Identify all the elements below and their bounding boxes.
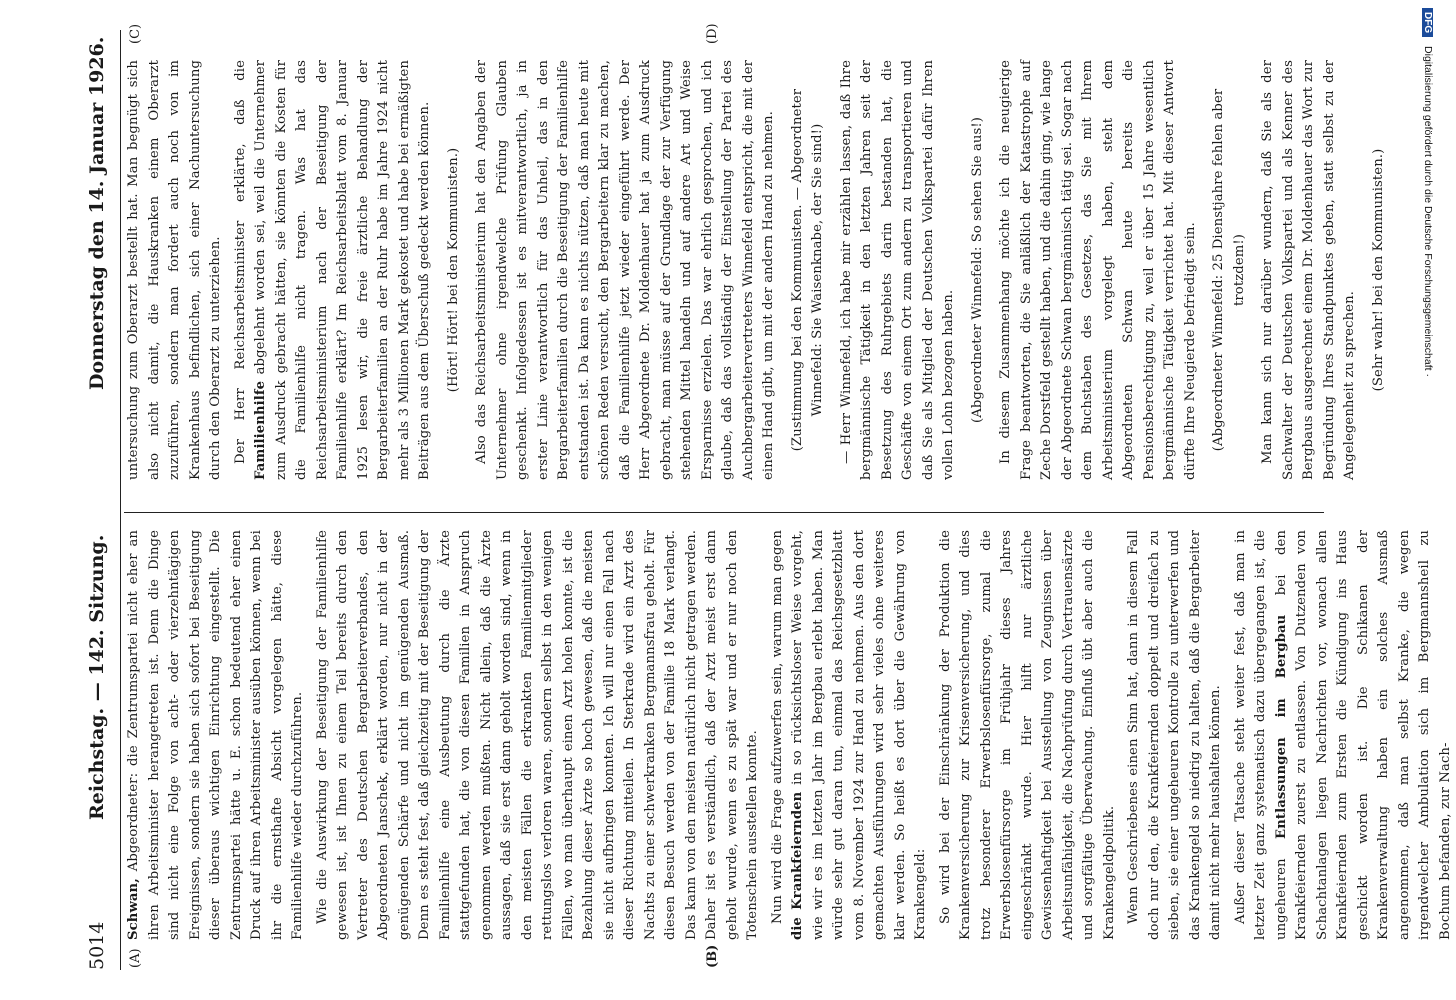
paragraph [231, 60, 436, 480]
bold-term: Entlassungen im Bergbau [1273, 614, 1289, 839]
interjection: (Abgeordneter Winnefeld: So sehen Sie aus!) [969, 116, 985, 424]
paragraph [124, 530, 309, 940]
paragraph: Wenn Geschriebenes einen Sinn hat, dann in diesem Fall doch nur den, die Krankfeiernden doppelt und dreifach zu sieben, sie einer ungeheuren Kontrolle zu unterwerfen und das Krankengeld so niedrig zu halten, daß die Bergarbeiter damit nicht mehr haushalten können. [1126, 530, 1223, 940]
interjection: (Abgeordneter Winnefeld: 25 Dienstjahre fehlen aber trotzdem!) [1211, 88, 1247, 452]
paragraph: Wie die Auswirkung der Beseitigung der Familienhilfe gewesen ist, ist Ihnen zu einem Teil bereits durch den Vertreter des Deutschen Bergarbeiterverbandes, den Abgeordneten Janschek, erklärt worden, nur nicht in der genügenden Schärfe und nicht im genügenden Ausmaß. Denn es steht fest, daß gleichzeitig mit der Beseitigung der Familienhilfe eine Ausbeutung durch die Ärzte stattgefunden hat, die von diesen Familien in Anspruch genommen werden mußten. Nicht allein, daß die Ärzte aussagen, daß sie erst dann geholt worden sind, wenn in den meisten Fällen die erkrankten Familienmitglieder rettungslos verloren waren, sondern selbst in den wenigen Fällen, wo man überhaupt einen Arzt holen konnte, ist die Bezahlung dieser Ärzte so hoch gewesen, daß die meisten sie nicht aufbringen konnten. Ich will nur einen Fall nach dieser Richtung mitteilen. In Sterkrade wird ein Arzt des Nachts zu einer schwerkranken Bergmannsfrau geholt. Für diesen Besuch werden von der Familie 18 Mark verlangt. Das kann von den meisten natürlich nicht getragen werden. Daher ist es verständlich, daß der Arzt meist erst dann geholt wurde, wenn es zu spät war und er nur noch den Totenschein ausstellen konnte. [314, 530, 760, 940]
speaker-name: Schwan, [126, 878, 141, 940]
dfg-logo-icon: DFG [1422, 8, 1433, 37]
paragraph: Also das Reichsarbeitsministerium hat den Angaben der Unternehmer ohne irgendwelche Prüfung Glauben geschenkt. Infolgedessen ist es mitverantwortlich, ja in erster Linie verantwortlich für das Unheil, das in den Bergarbeiterfamilien durch die Beseitigung der Familienhilfe entstanden ist. Da kann es nichts nützen, daß man heute mit schönen Reden versucht, den Bergarbeitern klar zu machen, daß die Familienhilfe jetzt wieder eingeführt werde. Der Herr Abgeordnete Dr. Moldenhauer hat ja zum Ausdruck gebracht, man müsse auf der Grundlage der zur Verfügung stehenden Mittel handeln und auf andere Art und Weise Ersparnisse erzielen. Das war ehrlich gesprochen, und ich glaube, daß das vollständig der Einstellung der Partei des Auchbergarbeitervertreters Winnefeld entspricht, die mit der einen Hand gibt, um mit der andern Hand zu nehmen. [474, 60, 776, 480]
speaker-role: Abgeordneter: [126, 772, 141, 872]
bold-term: Familienhilfe [253, 380, 268, 480]
quoted-paragraph: So wird bei der Einschränkung der Produktion die Krankenversicherung zur Krisenversicherung, und dies trotz besonderer Erwerbslosenfürsorge, zumal die Erwerbslosenfürsorge im Frühjahr dieses Jahres eingeschränkt wurde. Hier hilft nur ärztliche Gewissenhaftigkeit bei Ausstellung von Zeugnissen über Arbeitsunfähigkeit, die Nachprüfung durch Vertrauensärzte und sorgfältige Überwachung. Einfluß übt aber auch die Krankengeldpolitik. [937, 530, 1117, 940]
paragraph: Man kann sich nur darüber wundern, daß Sie als der Sachwalter der Deutschen Volkspartei und als Kenner des Bergbaus ausgerechnet einem Dr. Moldenhauer das Wort zur Begründung Ihres Standpunktes geben, statt selbst zu der Angelegenheit zu sprechen. [1260, 60, 1357, 480]
margin-marker-c: (C) [128, 23, 143, 44]
interjection: (Sehr wahr! bei den Kommunisten.) [1370, 148, 1386, 392]
text-run: Der Herr Reichsarbeitsminister erklärte, daß die [232, 60, 248, 464]
header-session: Reichstag. — 142. Sitzung. [86, 534, 108, 820]
paragraph: In diesem Zusammenhang möchte ich die neugierige Frage beantworten, die Sie anläßlich der Katastrophe auf Zeche Dorstfeld gestellt haben, und die dahin ging, wie lange der Abgeordnete Schwan bergmännisch tätig sei. Sogar nach dem Buchstaben des Gesetzes, das Sie mit Ihrem Arbeitsministerium vorgelegt haben, steht dem Abgeordneten Schwan heute bereits die Pensionsberechtigung zu, weil er über 15 Jahre wesentlich bergmännische Tätigkeit verrichtet hat. Mit dieser Antwort dürfte Ihre Neugierde befriedigt sein. [998, 60, 1198, 480]
paragraph: — Herr Winnefeld, ich habe mir erzählen lassen, daß Ihre bergmännische Tätigkeit in den letzten Jahren seit der Besetzung des Ruhrgebiets darin bestanden hat, die Geschäfte von einem Ort zum andern zu transportieren und daß Sie als Mitglied der Deutschen Volkspartei dafür Ihren vollen Lohn bezogen haben. [838, 60, 956, 480]
paragraph [768, 530, 932, 940]
dfg-attribution-text: Digitalisierung gefördert durch die Deutsche Forschungsgemeinschaft · [1422, 46, 1434, 377]
text-run: Außer dieser Tatsache steht weiter fest, daß man in letzter Zeit ganz systematisch dazu übergegangen ist, die ungeheuren [1232, 530, 1289, 940]
text-run: in so rücksichtsloser Weise vorgeht, wie wir es im letzten Jahr im Bergbau erlebt haben. Man würde sehr gut daran tun, einmal das Reichsgesetzblatt vom 8. November 1924 zur Hand zu nehmen. Aus den dort gemachten Ausführungen wird sehr vieles ohne weiteres klar werden. So heißt es dort über die Gewährung von Krankengeld: [790, 529, 928, 940]
column-divider [124, 512, 1324, 513]
bold-term: die Krankfeiernden [790, 791, 805, 940]
text-run: Nun wird die Frage aufzuwerfen sein, warum man gegen [769, 530, 785, 924]
text-run: bei den Krankfeiernden zuerst zu entlassen. Von Dutzenden von Schachtanlagen liegen Nachrichten vor, wonach allen Krankfeiernden zum Ersten die Kündigung ins Haus geschickt worden ist. Die Schikanen der Krankenverwaltung haben ein solches Ausmaß angenommen, daß man selbst Kranke, die wegen irgendwelcher Ambulation sich im Bergmannsheil zu Bochum befanden, zur Nach- [1273, 530, 1453, 940]
margin-marker-a: (A) [128, 948, 143, 968]
margin-marker-d: (D) [705, 23, 720, 44]
header-date: Donnerstag den 14. Januar 1926. [86, 36, 108, 390]
paragraph: untersuchung zum Oberarzt bestellt hat. Man begnügt sich also nicht damit, die Hauskranken einem Oberarzt zuzuführen, sondern man fordert auch noch von im Krankenhaus befindlichen, sich einer Nachuntersuchung durch den Oberarzt zu unterziehen. [126, 60, 223, 480]
interjection: (Zustimmung bei den Kommunisten. — Abgeordneter Winnefeld: Sie Waisenknabe, der Sie sind!) [789, 88, 825, 452]
running-header [80, 30, 121, 970]
dfg-attribution [1416, 8, 1434, 998]
page-number: 5014 [86, 921, 108, 970]
text-run: abgelehnt worden sei, weil die Unternehmer zum Ausdruck gebracht hätten, sie könnten die Kosten für die Familienhilfe nicht tragen. Was hat das Reichsarbeitsministerium nach der Beseitigung der Familienhilfe erklärt? Im Reichsarbeitsblatt vom 8. Januar 1925 lesen wir, die freie ärztliche Behandlung der Bergarbeiterfamilien an der Ruhr habe im Jahre 1924 nicht mehr als 3 Millionen Mark gekostet und habe bei ermäßigten Beiträgen aus dem Überschuß gedeckt werden können. [253, 59, 432, 480]
interjection: (Hört! Hört! bei den Kommunisten.) [445, 147, 461, 393]
paragraph-text: die Zentrumspartei nicht eher an ihren Arbeitsminister herangetreten ist. Denn die Dinge sind nicht eine Folge von acht- oder vierzehntägigen Ereignissen, sondern sie haben sich sofort bei Beseitigung dieser überaus wichtigen Einrichtung eingestellt. Die Zentrumspartei hätte u. E. schon bedeutend eher einen Druck auf ihren Arbeitsminister ausüben können, wenn bei ihr die ernsthafte Absicht vorgelegen hätte, diese Familienhilfe wieder durchzuführen. [126, 530, 305, 940]
margin-marker-b: (B) [705, 944, 720, 968]
left-column [124, 529, 1453, 940]
right-column [124, 59, 1386, 480]
